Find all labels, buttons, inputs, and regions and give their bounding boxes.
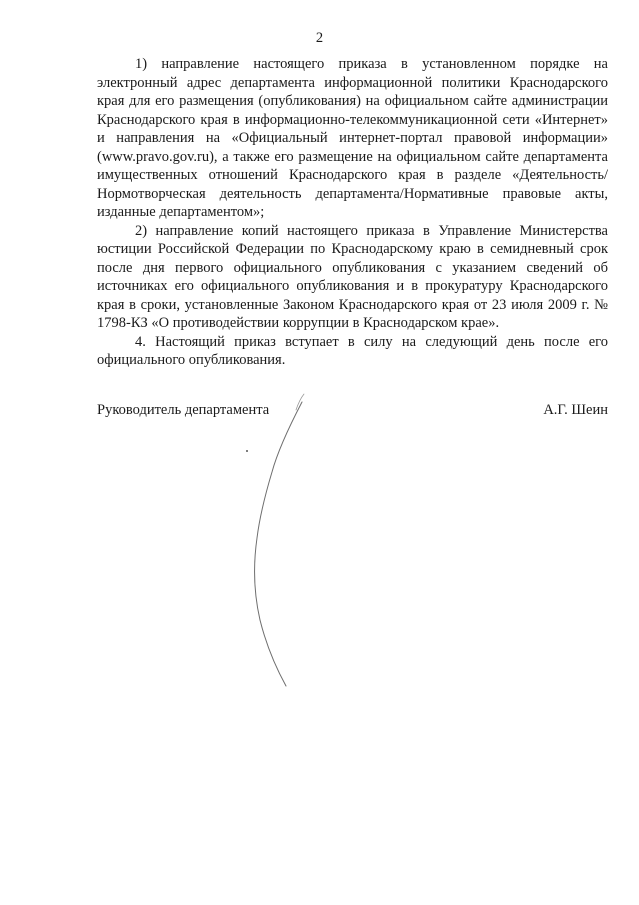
document-body xyxy=(97,55,608,370)
signatory-name: А.Г. Шеин xyxy=(543,402,608,418)
ink-dot xyxy=(246,450,248,452)
signatory-title: Руководитель департамента xyxy=(97,402,270,418)
paragraph-3: 4. Настоящий приказ вступает в силу на следующий день после его официального опубликования. xyxy=(97,333,608,368)
paragraph-1: 1) направление настоящего приказа в установленном порядке на электронный адрес департамента информационной политики Краснодарского края для его размещения (опубликования) на официальном сайте администрации Краснодарского края в информационно-телекоммуникационной сети «Интернет» и направления на «Официальный интернет-портал правовой информации» (www.pravo.gov.ru), а также его размещение на официальном сайте департамента имущественных отношений Краснодарского края в разделе «Деятельность/Нормотворческая деятельность департамента/Нормативные правовые акты, изданные департаментом»; xyxy=(97,56,608,220)
page-number: 2 xyxy=(315,30,324,46)
handwritten-signature xyxy=(220,380,340,710)
paragraph-2: 2) направление копий настоящего приказа в Управление Министерства юстиции Российской Федерации по Краснодарскому краю в семидневный срок после дня первого официального опубликования с указанием сведений об источниках его официального опубликования и в прокуратуру Краснодарского края в сроки, установленные Законом Краснодарского края от 23 июля 2009 г. № 1798-КЗ «О противодействии коррупции в Краснодарском крае». xyxy=(97,222,608,331)
